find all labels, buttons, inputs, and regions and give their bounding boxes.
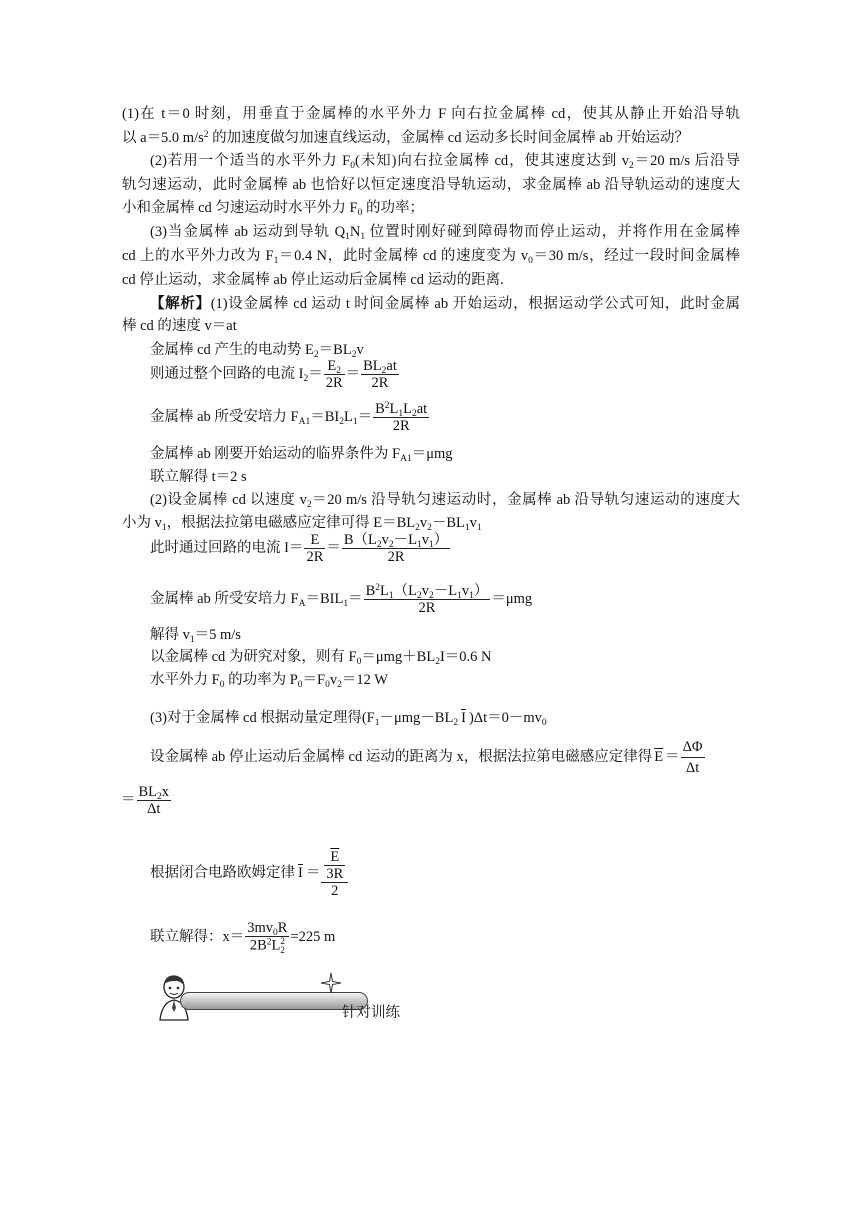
critical-condition-line: 金属棒 ab 刚要开始运动的临界条件为 $F_{A1}=\mu mg$ <box>150 446 453 464</box>
p0-line: 水平外力 $F_0$ 的功率为 $P_0=F_0v_2=12$ W <box>150 672 388 690</box>
fraction: $\frac{BL_2x}{\Delta t}$ <box>138 784 170 818</box>
result-v1-line: 解得 $v_1=5$ m/s <box>150 627 241 645</box>
practice-badge <box>150 972 450 1022</box>
fraction: $\frac{E_2}{2R}$ <box>325 358 343 392</box>
s2-line-2: 小为 $v_1$，根据法拉第电磁感应定律可得 $E=BL_2v_2-BL_1v_1$ <box>122 515 482 533</box>
current-equation-1: 则通过整个回路的电流 $I_2=$ $\frac{E_2}{2R}$ ＝ $\frac{BL_2at}{2R}$ <box>150 358 397 392</box>
practice-banner-bar <box>180 992 368 1010</box>
practice-label: 针对训练 <box>342 1005 400 1021</box>
fraction: $\frac{BL_2at}{2R}$ <box>363 358 397 392</box>
fraction: $\frac{\frac{\overline{E}}{3R}}{2}$ <box>321 849 348 899</box>
momentum-line: (3)对于金属棒 cd 根据动量定理得($F_1-\mu mg-BL_2$ $\overline{I}$ )$\Delta t=0-mv_0$ <box>150 710 547 728</box>
fraction: $\frac{B^2L_1(L_2v_2-L_1v_1)}{2R}$ <box>365 583 489 617</box>
q3-line-3: cd 停止运动，求金属棒 ab 停止运动后金属棒 cd 运动的距离. <box>122 272 504 288</box>
q3-line-1: (3)当金属棒 ab 运动到导轨 $Q_1N_1$ 位置时刚好碰到障碍物而停止运动，并将作用在金属棒 <box>150 224 740 242</box>
ampere-force-equation-1: 金属棒 ab 所受安培力 $F_{A1}=BI_2L_1=$ $\frac{B^2L_1L_2at}{2R}$ <box>150 401 428 435</box>
ohm-line: 根据闭合电路欧姆定律 $\overline{I}$ ＝ $\frac{\frac{\overline{E}}{3R}}{2}$ <box>150 845 349 901</box>
fraction: $\frac{B(L_2v_2-L_1v_1)}{2R}$ <box>343 532 449 566</box>
fraction: $\frac{E}{2R}$ <box>306 532 324 566</box>
fraction: $\frac{B^2L_1L_2at}{2R}$ <box>375 401 428 435</box>
fraction: $\frac{\Delta\Phi}{\Delta t}$ <box>682 739 703 777</box>
q2-line-3: 小和金属棒 cd 匀速运动时水平外力 $F_0$ 的功率； <box>122 200 424 218</box>
s2-line-1: (2)设金属棒 cd 以速度 $v_2=20$ m/s 沿导轨匀速运动时，金属棒 ab 沿导轨匀速运动的速度大 <box>150 492 741 510</box>
solution-heading: 【解析】 <box>150 296 211 312</box>
sparkle-icon <box>320 972 342 994</box>
q1-line-2: 以 a＝5.0 $m/s^2$ 的加速度做匀加速直线运动，金属棒 cd 运动多长时间金属棒 ab 开始运动？ <box>122 130 690 146</box>
fraction: $\frac{\overline{E}}{3R}$ <box>326 848 344 882</box>
result-t-line: 联立解得 t＝2 s <box>150 469 247 485</box>
emf-line: 金属棒 cd 产生的电动势 $E_2=BL_2v$ <box>150 342 364 360</box>
faraday-continuation: ＝ $\frac{BL_2x}{\Delta t}$ <box>121 784 170 818</box>
current-equation-2: 此时通过回路的电流 I＝ $\frac{E}{2R}$ ＝ $\frac{B(L_2v_2-L_1v_1)}{2R}$ <box>150 532 449 566</box>
q1-line-1: (1)在 t＝0 时刻，用垂直于金属棒的水平外力 F 向右拉金属棒 cd，使其从静止开始沿导轨 <box>122 106 740 122</box>
q2-line-2: 轨匀速运动，此时金属棒 ab 也恰好以恒定速度沿导轨运动，求金属棒 ab 沿导轨运动的速度大 <box>122 177 740 193</box>
solution-line-1: 【解析】(1)设金属棒 cd 运动 t 时间金属棒 ab 开始运动，根据运动学公式可知，此时金属 <box>150 296 741 312</box>
q2-line-1: (2)若用一个适当的水平外力 $F_0$(未知)向右拉金属棒 cd，使其速度达到 $v_2=20$ m/s 后沿导 <box>150 153 740 171</box>
fraction: $3mv_0R$ $2B^2L$ 2 2 <box>247 920 288 956</box>
q3-line-2: cd 上的水平外力改为 $F_1=0.4$ N，此时金属棒 cd 的速度变为 $v_0=30$ m/s，经过一段时间金属棒 <box>122 248 741 266</box>
faraday-line: 设金属棒 ab 停止运动后金属棒 cd 运动的距离为 x，根据法拉第电磁感应定律得 $\overline{E}$ ＝ $\frac{\Delta\Phi}{\Delta t}$ <box>150 739 703 777</box>
final-result-line: 联立解得：x＝ $3mv_0R$ $2B^2L$ 2 2 =225 m <box>150 920 336 956</box>
f0-line: 以金属棒 cd 为研究对象，则有 $F_0=\mu mg+BL_2I=0.6$ N <box>150 649 492 667</box>
ampere-force-equation-2: 金属棒 ab 所受安培力 $F_A=BIL_1=$ $\frac{B^2L_1(L_2v_2-L_1v_1)}{2R}$ ＝μmg <box>150 583 533 617</box>
solution-line-2: 棒 cd 的速度 v＝at <box>122 318 237 334</box>
